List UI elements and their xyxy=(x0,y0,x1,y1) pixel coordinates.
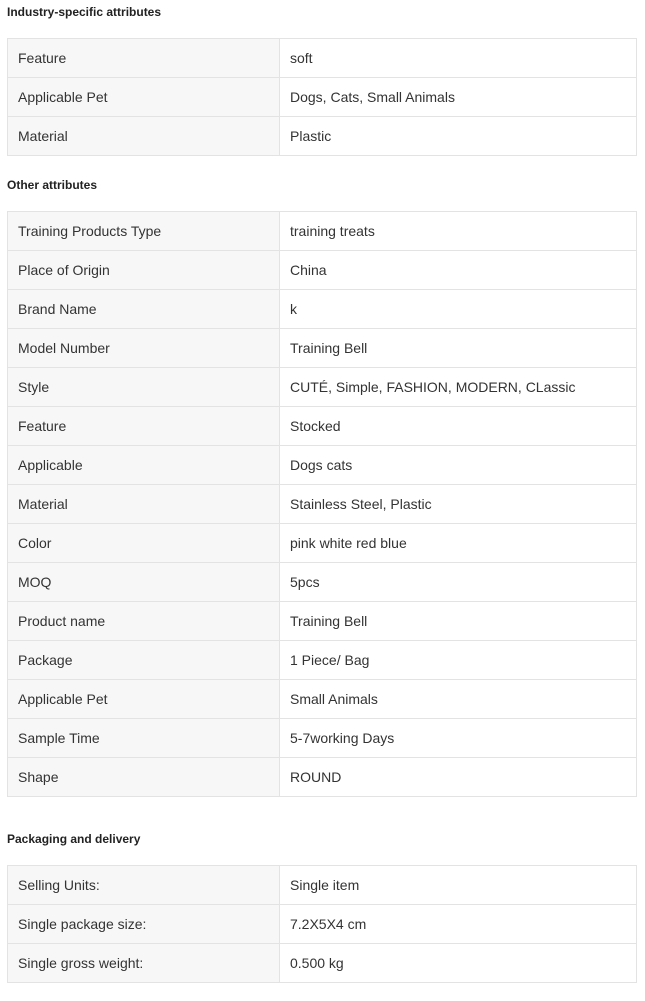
table-row xyxy=(8,78,637,117)
attribute-value: 5pcs xyxy=(280,563,637,602)
attribute-key: Style xyxy=(8,368,280,407)
table-row xyxy=(8,485,637,524)
table-row xyxy=(8,368,637,407)
attribute-value: 5-7working Days xyxy=(280,719,637,758)
attribute-key: Training Products Type xyxy=(8,212,280,251)
table-row xyxy=(8,602,637,641)
table-row xyxy=(8,905,637,944)
table-row xyxy=(8,563,637,602)
table-row xyxy=(8,329,637,368)
table-row xyxy=(8,944,637,983)
table-row xyxy=(8,251,637,290)
attribute-value: training treats xyxy=(280,212,637,251)
attribute-value: 7.2X5X4 cm xyxy=(280,905,637,944)
attribute-key: Model Number xyxy=(8,329,280,368)
industry-attributes-table xyxy=(7,38,637,156)
attribute-value: Plastic xyxy=(280,117,637,156)
packaging-delivery-table xyxy=(7,865,637,983)
table-row xyxy=(8,212,637,251)
attribute-value: Stocked xyxy=(280,407,637,446)
table-row xyxy=(8,407,637,446)
table-row xyxy=(8,39,637,78)
table-row xyxy=(8,446,637,485)
table-row xyxy=(8,290,637,329)
section-title-other-attributes: Other attributes xyxy=(7,178,98,192)
attribute-key: MOQ xyxy=(8,563,280,602)
section-title-industry-specific: Industry-specific attributes xyxy=(7,5,162,19)
table-row xyxy=(8,641,637,680)
attribute-value: Small Animals xyxy=(280,680,637,719)
attribute-value: Training Bell xyxy=(280,329,637,368)
attribute-value: Single item xyxy=(280,866,637,905)
attribute-key: Material xyxy=(8,485,280,524)
attribute-key: Applicable Pet xyxy=(8,680,280,719)
attribute-key: Brand Name xyxy=(8,290,280,329)
attribute-value: Dogs cats xyxy=(280,446,637,485)
attribute-key: Feature xyxy=(8,407,280,446)
attribute-key: Applicable xyxy=(8,446,280,485)
attribute-value: China xyxy=(280,251,637,290)
other-attributes-table xyxy=(7,211,637,797)
attribute-key: Shape xyxy=(8,758,280,797)
attribute-value: k xyxy=(280,290,637,329)
attribute-value: Stainless Steel, Plastic xyxy=(280,485,637,524)
table-row xyxy=(8,719,637,758)
attribute-value: 0.500 kg xyxy=(280,944,637,983)
attribute-key: Selling Units: xyxy=(8,866,280,905)
attribute-key: Single gross weight: xyxy=(8,944,280,983)
attribute-value: Dogs, Cats, Small Animals xyxy=(280,78,637,117)
attribute-value: ROUND xyxy=(280,758,637,797)
attribute-value: Training Bell xyxy=(280,602,637,641)
attribute-key: Material xyxy=(8,117,280,156)
attribute-key: Applicable Pet xyxy=(8,78,280,117)
attribute-key: Place of Origin xyxy=(8,251,280,290)
table-row xyxy=(8,117,637,156)
attribute-key: Color xyxy=(8,524,280,563)
table-row xyxy=(8,680,637,719)
table-row xyxy=(8,758,637,797)
attribute-key: Sample Time xyxy=(8,719,280,758)
attribute-key: Single package size: xyxy=(8,905,280,944)
table-row xyxy=(8,524,637,563)
section-title-packaging-delivery: Packaging and delivery xyxy=(7,832,141,846)
attribute-key: Product name xyxy=(8,602,280,641)
attribute-value: 1 Piece/ Bag xyxy=(280,641,637,680)
attribute-key: Feature xyxy=(8,39,280,78)
attribute-value: CUTÉ, Simple, FASHION, MODERN, CLassic xyxy=(280,368,637,407)
attribute-value: pink white red blue xyxy=(280,524,637,563)
attribute-key: Package xyxy=(8,641,280,680)
attribute-value: soft xyxy=(280,39,637,78)
table-row xyxy=(8,866,637,905)
